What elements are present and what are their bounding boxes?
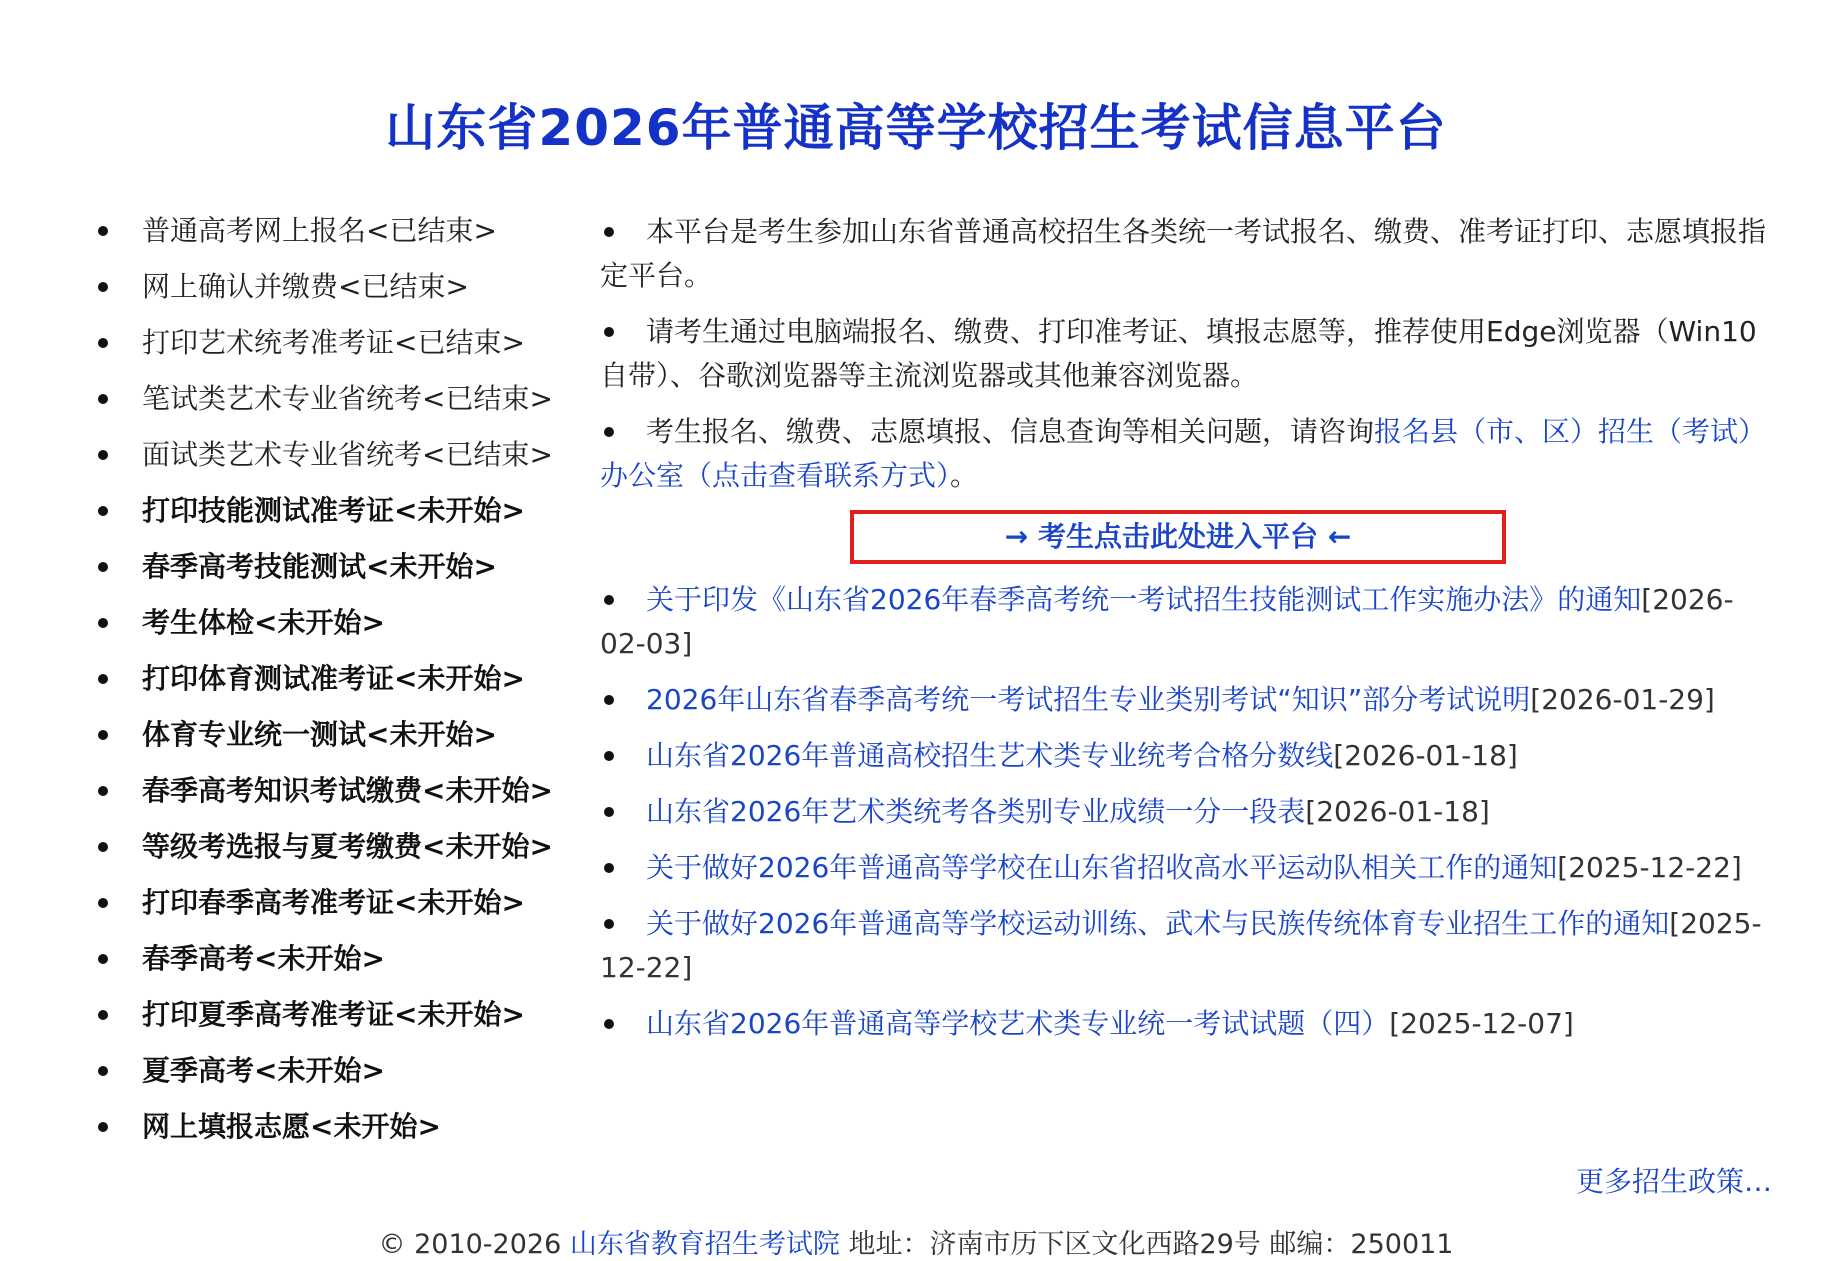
bullet-icon — [98, 730, 108, 740]
news-item — [600, 1002, 1770, 1046]
sidebar-item-label: 体育专业统一测试<未开始> — [142, 718, 497, 751]
sidebar-item[interactable] — [90, 432, 600, 488]
sidebar-item-label: 考生体检<未开始> — [142, 606, 385, 639]
news-date: [2025-12-22] — [1557, 851, 1742, 884]
enter-platform-button[interactable]: → 考生点击此处进入平台 ← — [850, 510, 1506, 564]
sidebar-item-label: 打印艺术统考准考证<已结束> — [142, 326, 525, 359]
bullet-icon — [98, 282, 108, 292]
news-item — [600, 578, 1770, 666]
news-date: [2026-01-18] — [1305, 795, 1490, 828]
sidebar-item-label: 普通高考网上报名<已结束> — [142, 214, 497, 247]
sidebar-item-label: 笔试类艺术专业省统考<已结束> — [142, 382, 553, 415]
bullet-icon — [98, 618, 108, 628]
sidebar-item[interactable] — [90, 320, 600, 376]
bullet-icon — [98, 506, 108, 516]
sidebar-item[interactable] — [90, 264, 600, 320]
sidebar-item-label: 春季高考技能测试<未开始> — [142, 550, 497, 583]
news-date: [2025-12-22] — [600, 907, 1762, 984]
sidebar-item[interactable] — [90, 824, 600, 880]
sidebar-list — [90, 208, 600, 1160]
info-text: 。 — [950, 459, 979, 492]
news-item — [600, 678, 1770, 722]
sidebar-item-label: 打印春季高考准考证<未开始> — [142, 886, 525, 919]
news-date: [2026-02-03] — [600, 583, 1734, 660]
info-text: 本平台是考生参加山东省普通高校招生各类统一考试报名、缴费、准考证打印、志愿填报指定平台。 — [600, 215, 1767, 292]
sidebar-item[interactable] — [90, 880, 600, 936]
bullet-icon — [98, 338, 108, 348]
bullet-icon — [604, 695, 614, 705]
bullet-icon — [98, 674, 108, 684]
bullet-icon — [604, 807, 614, 817]
footer — [0, 1222, 1832, 1261]
news-item — [600, 846, 1770, 890]
sidebar-item[interactable] — [90, 544, 600, 600]
sidebar-item[interactable] — [90, 768, 600, 824]
bullet-icon — [604, 751, 614, 761]
bullet-icon — [604, 327, 614, 337]
bullet-icon — [604, 227, 614, 237]
news-item — [600, 902, 1770, 990]
sidebar-item-label: 夏季高考<未开始> — [142, 1054, 385, 1087]
sidebar-item[interactable] — [90, 376, 600, 432]
sidebar-item-label: 春季高考知识考试缴费<未开始> — [142, 774, 553, 807]
main-content — [600, 210, 1770, 1058]
sidebar-item[interactable] — [90, 1048, 600, 1104]
info-text: 考生报名、缴费、志愿填报、信息查询等相关问题，请咨询 — [646, 415, 1375, 448]
info-item — [600, 410, 1770, 498]
sidebar-item-label: 面试类艺术专业省统考<已结束> — [142, 438, 553, 471]
bullet-icon — [604, 427, 614, 437]
bullet-icon — [98, 786, 108, 796]
sidebar-item-label: 网上填报志愿<未开始> — [142, 1110, 441, 1143]
org-link[interactable]: 山东省教育招生考试院 — [569, 1229, 840, 1260]
contact-office-link[interactable]: 报名县（市、区）招生（考试）办公室（点击查看联系方式） — [600, 415, 1767, 492]
bullet-icon — [98, 562, 108, 572]
bullet-icon — [604, 919, 614, 929]
sidebar-item[interactable] — [90, 712, 600, 768]
bullet-icon — [98, 1122, 108, 1132]
sidebar-item-label: 等级考选报与夏考缴费<未开始> — [142, 830, 553, 863]
news-date: [2025-12-07] — [1389, 1007, 1574, 1040]
news-date: [2026-01-18] — [1333, 739, 1518, 772]
sidebar-item[interactable] — [90, 656, 600, 712]
bullet-icon — [98, 898, 108, 908]
sidebar-item[interactable] — [90, 1104, 600, 1160]
news-item — [600, 790, 1770, 834]
info-text: 请考生通过电脑端报名、缴费、打印准考证、填报志愿等，推荐使用Edge浏览器（Win10自带）、谷歌浏览器等主流浏览器或其他兼容浏览器。 — [600, 315, 1757, 392]
address-text: 地址：济南市历下区文化西路29号 邮编：250011 — [848, 1229, 1454, 1260]
bullet-icon — [604, 863, 614, 873]
sidebar-item-label: 打印技能测试准考证<未开始> — [142, 494, 525, 527]
copyright-text: © 2010-2026 — [378, 1229, 562, 1260]
page-title: 山东省2026年普通高等学校招生考试信息平台 — [385, 99, 1447, 157]
bullet-icon — [98, 954, 108, 964]
news-link[interactable]: 山东省2026年艺术类统考各类别专业成绩一分一段表 — [646, 795, 1306, 828]
bullet-icon — [98, 842, 108, 852]
sidebar-item-label: 打印夏季高考准考证<未开始> — [142, 998, 525, 1031]
news-link[interactable]: 山东省2026年普通高等学校艺术类专业统一考试试题（四） — [646, 1007, 1390, 1040]
bullet-icon — [98, 450, 108, 460]
news-link[interactable]: 关于做好2026年普通高等学校在山东省招收高水平运动队相关工作的通知 — [646, 851, 1558, 884]
news-item — [600, 734, 1770, 778]
bullet-icon — [98, 394, 108, 404]
more-policies-link[interactable]: 更多招生政策… — [1575, 1165, 1772, 1198]
sidebar-item-label: 网上确认并缴费<已结束> — [142, 270, 469, 303]
bullet-icon — [98, 226, 108, 236]
sidebar-item[interactable] — [90, 936, 600, 992]
info-item — [600, 310, 1770, 398]
sidebar-item-label: 打印体育测试准考证<未开始> — [142, 662, 525, 695]
sidebar-item[interactable] — [90, 600, 600, 656]
bullet-icon — [604, 595, 614, 605]
news-link[interactable]: 2026年山东省春季高考统一考试招生专业类别考试“知识”部分考试说明 — [646, 683, 1531, 716]
news-link[interactable]: 山东省2026年普通高校招生艺术类专业统考合格分数线 — [646, 739, 1334, 772]
sidebar-item[interactable] — [90, 488, 600, 544]
sidebar-item[interactable] — [90, 208, 600, 264]
news-link[interactable]: 关于做好2026年普通高等学校运动训练、武术与民族传统体育专业招生工作的通知 — [646, 907, 1670, 940]
bullet-icon — [98, 1010, 108, 1020]
bullet-icon — [98, 1066, 108, 1076]
sidebar-item[interactable] — [90, 992, 600, 1048]
bullet-icon — [604, 1019, 614, 1029]
info-item — [600, 210, 1770, 298]
sidebar — [90, 208, 600, 1160]
news-date: [2026-01-29] — [1530, 683, 1715, 716]
news-link[interactable]: 关于印发《山东省2026年春季高考统一考试招生技能测试工作实施办法》的通知 — [646, 583, 1642, 616]
sidebar-item-label: 春季高考<未开始> — [142, 942, 385, 975]
